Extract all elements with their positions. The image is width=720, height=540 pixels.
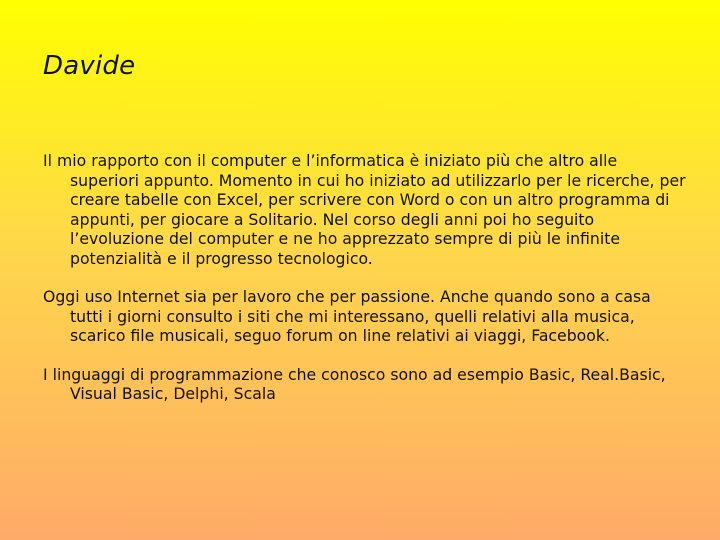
paragraph-internet-use: Oggi uso Internet sia per lavoro che per passione. Anche quando sono a casa tutti i giorni consulto i siti che mi interessano, quelli relativi alla musica, scarico file musicali, seguo forum on line relativi ai viaggi, Facebook. xyxy=(43,287,651,345)
slide-title: Davide xyxy=(43,51,136,81)
slide-body xyxy=(43,151,688,404)
paragraph-programming-languages: I linguaggi di programmazione che conosco sono ad esempio Basic, Real.Basic, Visual Basic, Delphi, Scala xyxy=(43,364,666,403)
paragraph-computer-history: Il mio rapporto con il computer e l’informatica è iniziato più che altro alle superiori appunto. Momento in cui ho iniziato ad utilizzarlo per le ricerche, per creare tabelle con Excel, per scrivere con Word o con un altro programma di appunti, per giocare a Solitario. Nel corso degli anni poi ho seguito l’evoluzione del computer e ne ho apprezzato sempre di più le infinite potenzialità e il progresso tecnologico. xyxy=(43,151,686,268)
